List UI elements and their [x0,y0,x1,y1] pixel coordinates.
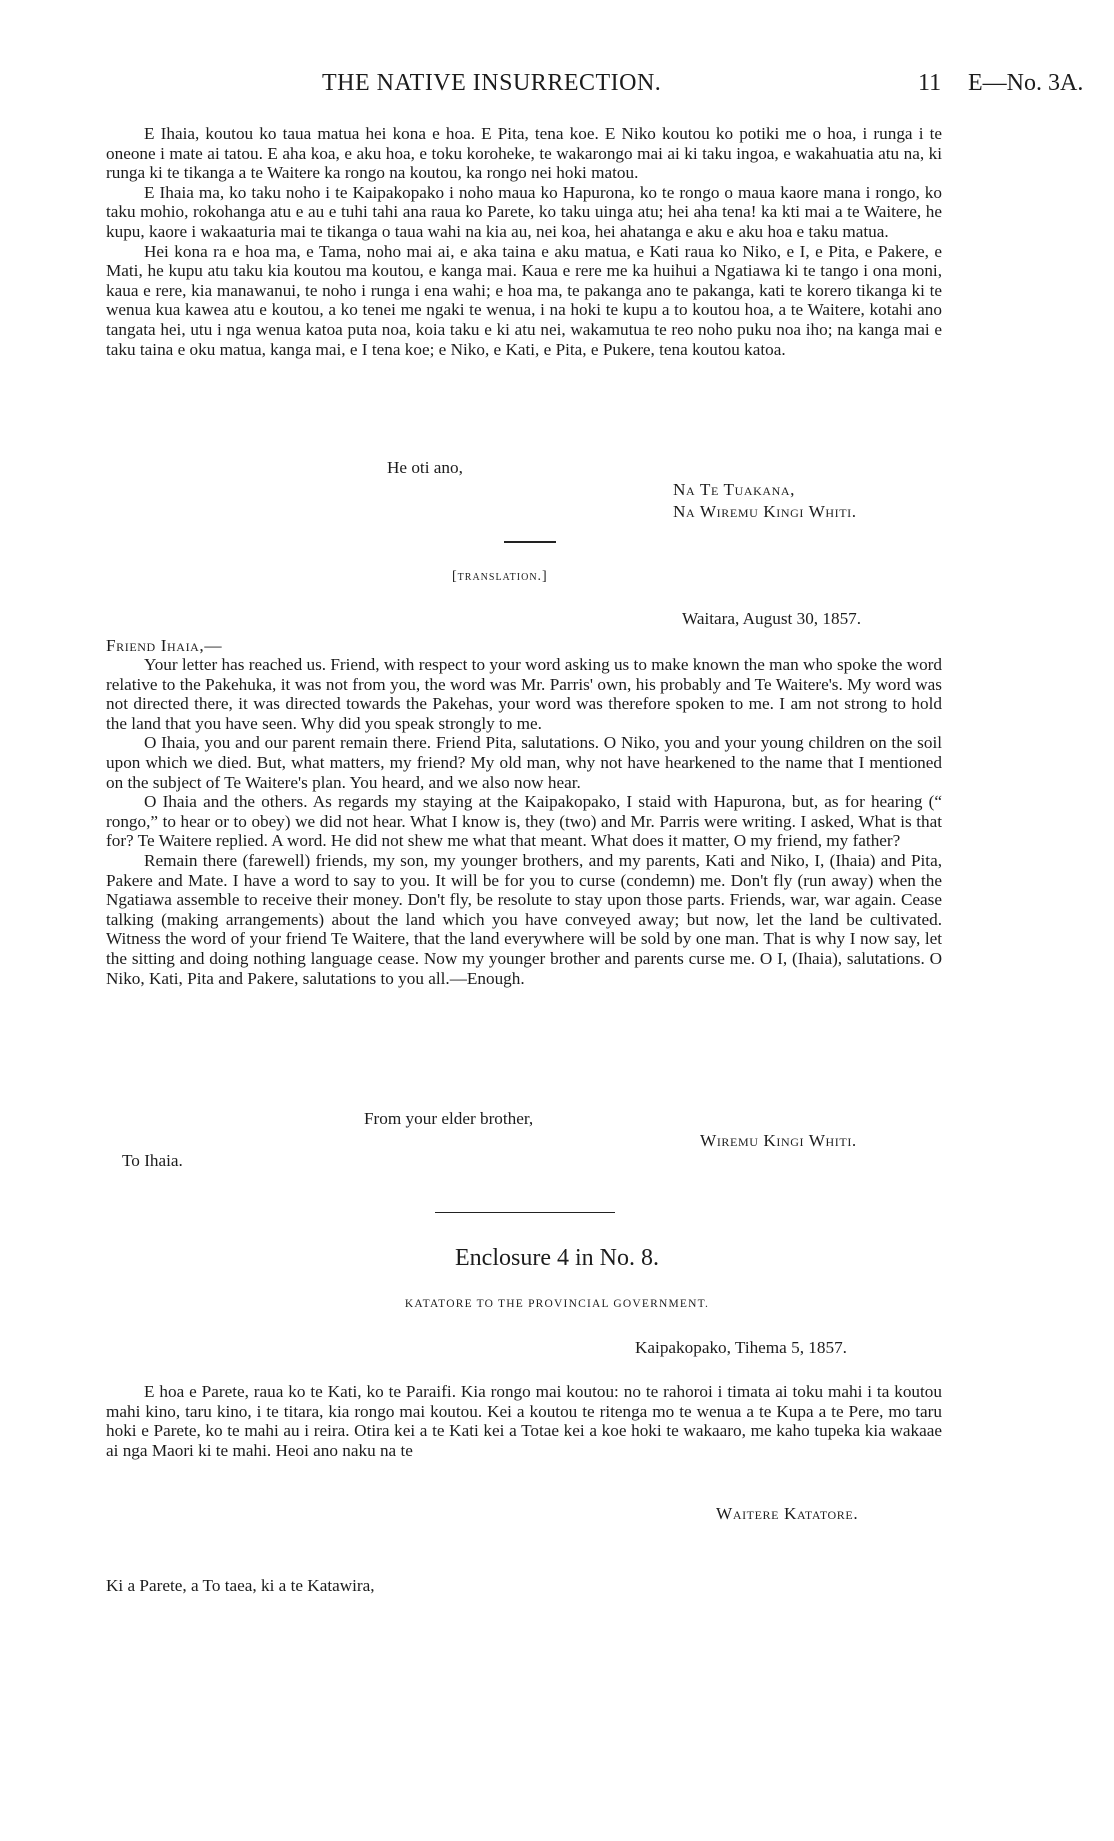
translation-date: Waitara, August 30, 1857. [682,609,862,628]
maori-paragraph: E Ihaia ma, ko taku noho i te Kaipakopako i noho maua ko Hapurona, ko te rongo o maua kaore mana i rongo, ko taku mohio, rokohanga atu e au e tuhi tahi ana raua ko Parete, ko taku uinga atu; hei aha tena! ka kti mai a te Waitere, he kupu, kaore i wakaaturia mai te tikanga o taua wahi na kia au, nei koa, hei ahatanga e aku e aku hoa e taku matua. [106,182,942,241]
translation-paragraph: Remain there (farewell) friends, my son, my younger brothers, and my parents, Kati and Niko, I, (Ihaia) and Pita, Pakere and Mate. I have a word to say to you. It will be for you to curse (condemn) me. Don't fly (run away) when the Ngatiawa assemble to receive their money. Don't fly, be resolute to stay upon those parts. Friends, war, war again. Cease talking (making arrangements) about the land which you have conveyed away; but now, let the land be cultivated. Witness the word of your friend Te Waitere, that the land everywhere will be sold by one man. That is why I now say, let the sitting and doing nothing language cease. Now my younger brother and parents curse me. O I, (Ihaia), salutations. O Niko, Kati, Pita and Pakere, salutations to you all.—Enough. [106,850,942,988]
translation-body [106,655,942,988]
translation-addressee: To Ihaia. [122,1151,183,1170]
maori-signature-line-1: Na Te Tuakana, [673,480,796,499]
enclosure-date: Kaipakopako, Tihema 5, 1857. [635,1338,847,1357]
enclosure-body [106,1382,942,1460]
translation-label: [translation.] [452,569,548,584]
maori-paragraph: Hei kona ra e hoa ma, e Tama, noho mai ai, e aka taina e aku matua, e Kati raua ko Niko, e I, e Pita, e Pakere, e Mati, he kupu atu taku kia koutou ma koutou, e kanga mai. Kaua e rere me ka huihui a Ngatiawa ki te tango i ona moni, kaua e rere, kia manawanui, te noho i runga i ena wahi; e hoa ma, te pakanga ano te pakanga, kati te korero tikanga ki te wenua kua kawea atu e koutou, a ko tenei me ngaki te wenua, i na hoki te kupu a to koutou hoa, a te Waitere, kotahi ano tangata hei, utu i nga wenua katoa puta noa, koia taku e ki atu nei, wakamutua te reo noho puku noa iho; na kanga mai e taku taina e oku matua, kanga mai, e I tena koe; e Niko, e Kati, e Pita, e Pukere, tena koutou katoa. [106,241,942,359]
enclosure-divider [435,1212,615,1213]
section-divider [504,541,556,543]
page-header [100,70,1100,110]
maori-signature-line-2: Na Wiremu Kingi Whiti. [673,502,857,521]
translation-paragraph: Your letter has reached us. Friend, with respect to your word asking us to make known the man who spoke the word relative to the Pakehuka, it was not from you, the word was Mr. Parris' own, his probably and Te Waitere's. My word was not directed there, it was directed towards the Pakehas, your word was therefore spoken to me. I am not strong to hold the land that you have seen. Why did you speak strongly to me. [106,655,942,733]
enclosure-subheading: KATATORE TO THE PROVINCIAL GOVERNMENT. [404,1298,710,1310]
document-reference: E—No. 3A. [968,70,1084,96]
maori-letter-body [106,124,942,359]
enclosure-addressee: Ki a Parete, a To taea, ki a te Katawira, [106,1576,375,1595]
maori-paragraph: E Ihaia, koutou ko taua matua hei kona e hoa. E Pita, tena koe. E Niko koutou ko potiki me o hoa, i runga i te oneone i mate ai tatou. E aha koa, e aku hoa, e toku koroheke, te wakarongo mai ai ki taku ingoa, e wakahuatia atu na, ki runga ki te tikanga a te Waitere ka rongo na koutou, ka rongo nei hoki matou. [106,124,942,183]
enclosure-signature: Waitere Katatore. [716,1504,859,1523]
translation-paragraph: O Ihaia and the others. As regards my staying at the Kaipakopako, I staid with Hapurona, but, as for hearing (“ rongo,” to hear or to obey) we did not hear. What I know is, they (two) and Mr. Parris were writing. I asked, What is that for? Te Waitere replied. A word. He did not shew me what that meant. What does it matter, O my friend, my father? [106,792,942,851]
enclosure-heading: Enclosure 4 in No. 8. [455,1245,659,1271]
page-number: 11 [918,70,942,96]
translation-salutation: Friend Ihaia,— [106,636,223,655]
running-title: THE NATIVE INSURRECTION. [322,70,662,96]
enclosure-paragraph: E hoa e Parete, raua ko te Kati, ko te Paraifi. Kia rongo mai koutou: no te rahoroi i timata ai toku mahi i ta koutou mahi kino, taru kino, i te titara, kia rongo mai koutou. Kei a koutou te ritenga mo te wenua a te Kupa a te Pere, mo taru hoki e Parete, ko te mahi au i reira. Otira kei a te Kati kei a Totae kei a koe hoki te wakaaro, me kaho tupeka kia wakaae ai nga Maori ki te mahi. Heoi ano naku na te [106,1382,942,1460]
maori-closing: He oti ano, [387,458,463,477]
translation-closing: From your elder brother, [364,1109,534,1128]
translation-paragraph: O Ihaia, you and our parent remain there. Friend Pita, salutations. O Niko, you and your young children on the soil upon which we died. But, what matters, my friend? My old man, why not have hearkened to the name that I mentioned on the subject of Te Waitere's plan. You heard, and we also now hear. [106,733,942,792]
translation-signature: Wiremu Kingi Whiti. [700,1131,857,1150]
